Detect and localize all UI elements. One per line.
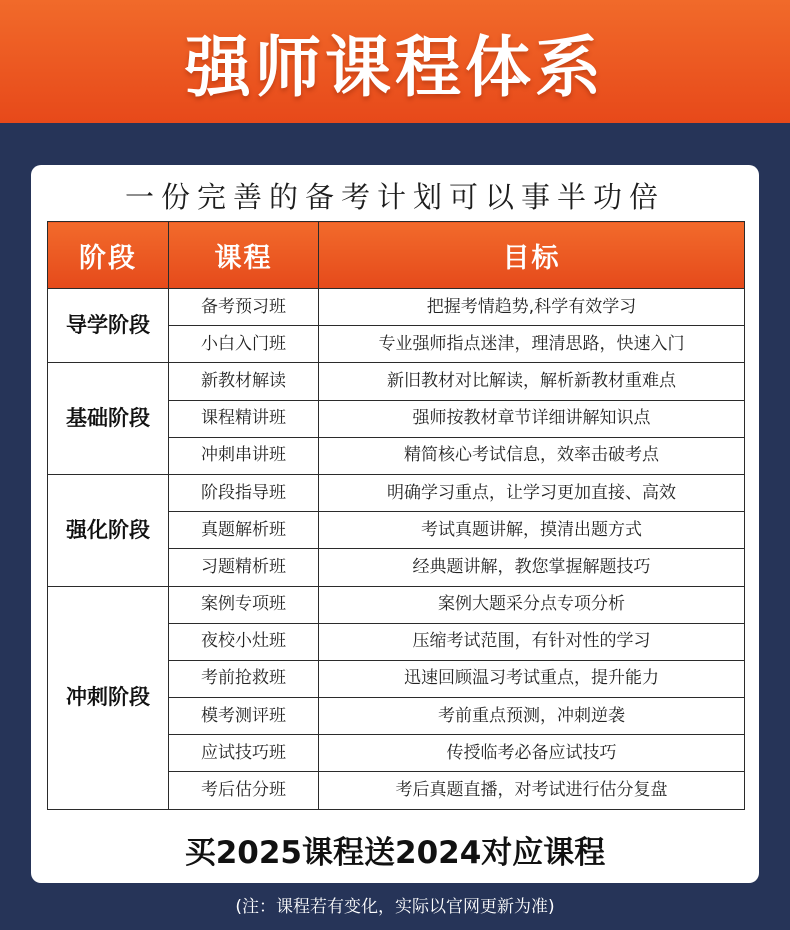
header-stage: 阶段 bbox=[48, 222, 169, 289]
goal-cell: 精简核心考试信息，效率击破考点 bbox=[319, 437, 745, 474]
course-cell: 考前抢救班 bbox=[169, 660, 319, 697]
goal-cell: 经典题讲解，教您掌握解题技巧 bbox=[319, 549, 745, 586]
page-title: 强师课程体系 bbox=[185, 29, 605, 106]
promo-text: 买2025课程送2024对应课程 bbox=[184, 835, 606, 871]
course-cell: 阶段指导班 bbox=[169, 474, 319, 511]
course-cell: 真题解析班 bbox=[169, 512, 319, 549]
course-cell: 课程精讲班 bbox=[169, 400, 319, 437]
course-cell: 习题精析班 bbox=[169, 549, 319, 586]
course-cell: 考后估分班 bbox=[169, 772, 319, 809]
goal-cell: 传授临考必备应试技巧 bbox=[319, 735, 745, 772]
table-header-row bbox=[48, 222, 745, 289]
goal-cell: 考后真题直播，对考试进行估分复盘 bbox=[319, 772, 745, 809]
header-goal: 目标 bbox=[319, 222, 745, 289]
stage-cell: 冲刺阶段 bbox=[48, 586, 169, 809]
stage-cell: 导学阶段 bbox=[48, 289, 169, 363]
table-row bbox=[48, 586, 745, 623]
goal-cell: 新旧教材对比解读，解析新教材重难点 bbox=[319, 363, 745, 400]
stage-cell: 强化阶段 bbox=[48, 474, 169, 586]
stage-cell: 基础阶段 bbox=[48, 363, 169, 475]
course-cell: 备考预习班 bbox=[169, 289, 319, 326]
course-cell: 案例专项班 bbox=[169, 586, 319, 623]
course-cell: 新教材解读 bbox=[169, 363, 319, 400]
goal-cell: 迅速回顾温习考试重点，提升能力 bbox=[319, 660, 745, 697]
course-cell: 模考测评班 bbox=[169, 698, 319, 735]
course-cell: 应试技巧班 bbox=[169, 735, 319, 772]
goal-cell: 压缩考试范围，有针对性的学习 bbox=[319, 623, 745, 660]
course-cell: 小白入门班 bbox=[169, 326, 319, 363]
goal-cell: 专业强师指点迷津，理清思路，快速入门 bbox=[319, 326, 745, 363]
goal-cell: 案例大题采分点专项分析 bbox=[319, 586, 745, 623]
disclaimer-note: (注：课程若有变化，实际以官网更新为准) bbox=[235, 897, 555, 917]
table-row bbox=[48, 363, 745, 400]
goal-cell: 强师按教材章节详细讲解知识点 bbox=[319, 400, 745, 437]
goal-cell: 明确学习重点，让学习更加直接、高效 bbox=[319, 474, 745, 511]
table-row bbox=[48, 289, 745, 326]
goal-cell: 考试真题讲解，摸清出题方式 bbox=[319, 512, 745, 549]
card-subtitle: 一份完善的备考计划可以事半功倍 bbox=[124, 180, 665, 214]
course-table bbox=[47, 221, 745, 810]
header-course: 课程 bbox=[169, 222, 319, 289]
goal-cell: 把握考情趋势,科学有效学习 bbox=[319, 289, 745, 326]
course-cell: 夜校小灶班 bbox=[169, 623, 319, 660]
goal-cell: 考前重点预测，冲刺逆袭 bbox=[319, 698, 745, 735]
course-cell: 冲刺串讲班 bbox=[169, 437, 319, 474]
table-row bbox=[48, 474, 745, 511]
title-banner bbox=[0, 0, 790, 123]
course-card bbox=[31, 165, 759, 883]
